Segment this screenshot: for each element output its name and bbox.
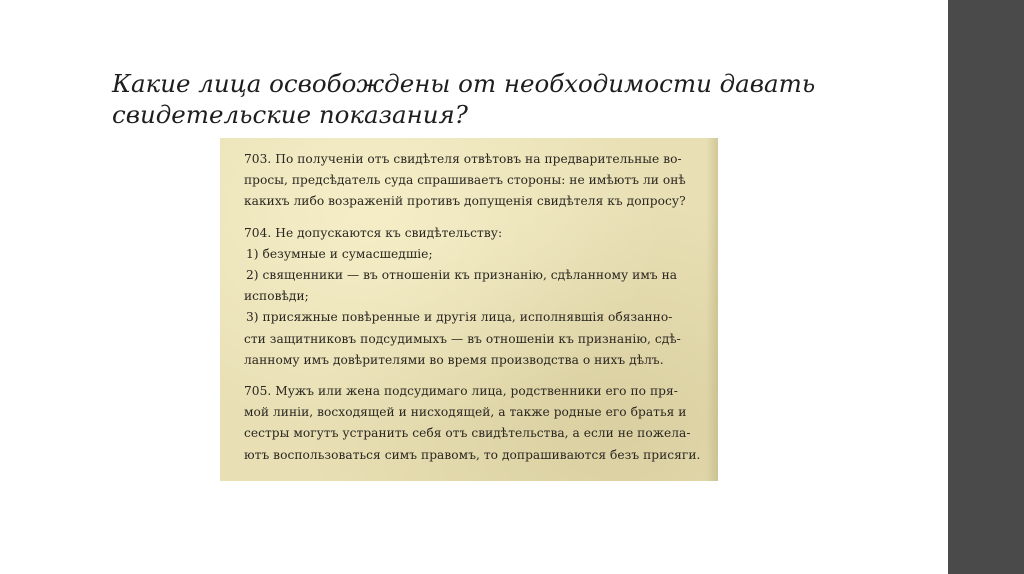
slide-title-line-1: Какие лица освобождены от необходимости давать: [112, 69, 816, 98]
article-703-line-1: 703. По полученіи отъ свидѣтеля отвѣтовъ на предварительные во-: [244, 152, 682, 166]
article-704-heading: 704. Не допускаются къ свидѣтельству:: [244, 225, 503, 240]
article-704-item-1: 1) безумные и сумасшедшіе;: [246, 246, 433, 261]
article-704-item-2-cont: исповѣди;: [244, 289, 309, 304]
article-704-item-3-cont-2: ланному имъ довѣрителями во время производства о нихъ дѣлъ.: [244, 352, 664, 367]
article-705-line-2: мой линіи, восходящей и нисходящей, а также родные его братья и: [244, 405, 687, 420]
scanned-law-excerpt: [220, 138, 718, 481]
article-704-item-2: 2) священники — въ отношеніи къ признанію, сдѣланному имъ на: [246, 268, 678, 283]
article-703-line-2: просы, предсѣдатель суда спрашиваетъ стороны: не имѣютъ ли онѣ: [244, 173, 686, 188]
article-704-item-3: 3) присяжные повѣренные и другія лица, исполнявшія обязанно-: [246, 310, 673, 325]
article-704-item-3-cont-1: сти защитниковъ подсудимыхъ — въ отношеніи къ признанію, сдѣ-: [244, 331, 681, 346]
right-side-panel: [948, 0, 1024, 574]
article-705-line-1: 705. Мужъ или жена подсудимаго лица, родственники его по пря-: [244, 384, 678, 399]
slide-title: [112, 68, 892, 130]
article-703-line-3: какихъ либо возраженій противъ допущенія свидѣтеля къ допросу?: [244, 194, 686, 209]
slide-title-line-2: свидетельские показания?: [112, 100, 468, 129]
article-705-line-4: ютъ воспользоваться симъ правомъ, то допрашиваются безъ присяги.: [244, 447, 701, 462]
article-705-line-3: сестры могутъ устранить себя отъ свидѣтельства, а если не пожела-: [244, 426, 691, 441]
